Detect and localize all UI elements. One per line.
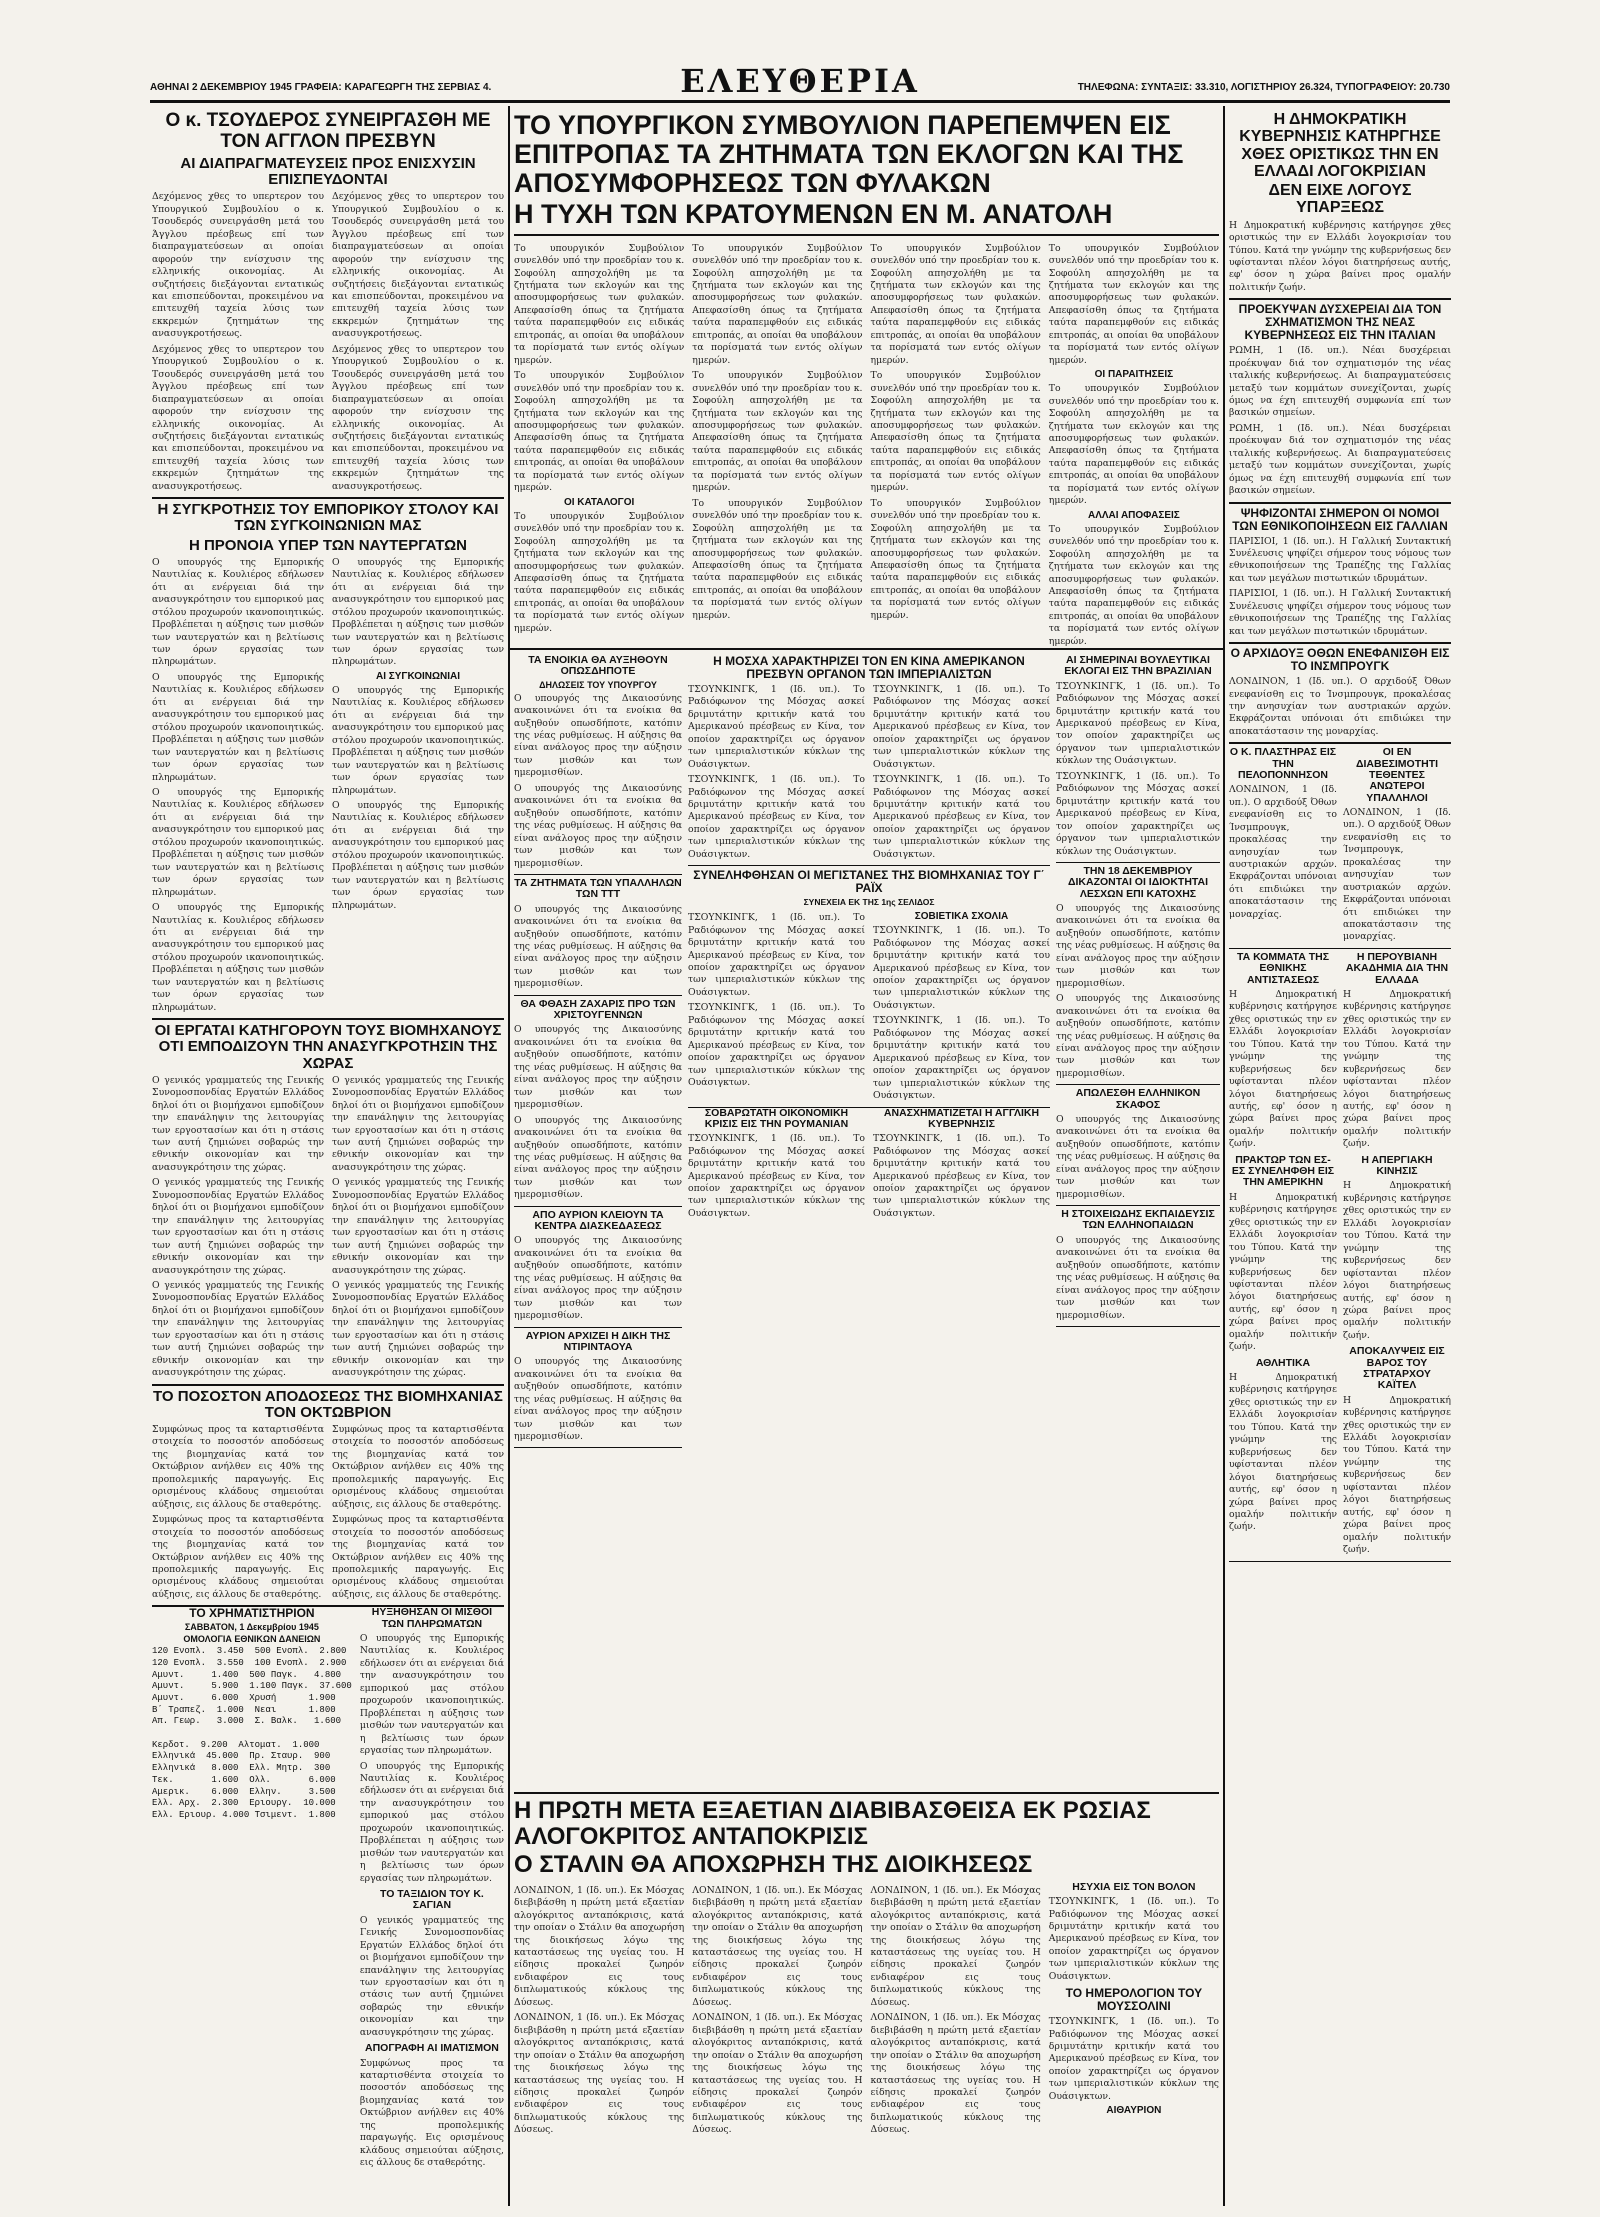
top-middle-section (514, 108, 1219, 648)
article-education (1056, 1206, 1220, 1327)
article-text: Ο υπουργός της Δικαιοσύνης ανακοινώνει ότι τα ενοίκια θα αυξηθούν οπωσδήποτε, κατόπιν της νέας ρυθμίσεως. Η αύξησις θα είναι ανάλογος προς την αύξησιν των μισθών και των ημερομισθίων. (514, 1024, 682, 1111)
headline-censorship: Η ΔΗΜΟΚΡΑΤΙΚΗ ΚΥΒΕΡΝΗΣΙΣ ΚΑΤΗΡΓΗΣΕ ΧΘΕΣ ΟΡΙΣΤΙΚΩΣ ΤΗΝ ΕΝ ΕΛΛΑΔΙ ΛΟΓΟΚΡΙΣΙΑΝ (1239, 111, 1441, 180)
article-text: Η Δημοκρατική κυβέρνησις κατήργησε χθες οριστικώς την εν Ελλάδι λογοκρισίαν του Τύπου. Κατά την γνώμην της κυβερνήσεως δεν υφίστανται πλέον λόγοι διατηρήσεως αυτής, εφ' όσον η χώρα βαίνει προς ομαλήν πολιτικήν ζωήν. (1229, 219, 1451, 293)
article-text: ΤΣΟΥΝΚΙΝΓΚ, 1 (Ιδ. υπ.). Το Ραδιόφωνον της Μόσχας ασκεί δριμυτάτην κριτικήν κατά του Αμερικανού πρέσβεως εν Κίνα, τον οποίον χαρακτηρίζει ως όργανον των ιμπεριαλιστικών κύκλων της Ουάσιγκτων. (873, 683, 1050, 770)
article-censorship (1229, 108, 1451, 300)
middle-right-column (1056, 652, 1220, 1792)
article-text: ΛΟΝΔΙΝΟΝ, 1 (Ιδ. υπ.). Ο αρχιδούξ Όθων ενεφανίσθη εις το Ίνσμπρουγκ, προκαλέσας την ανησυχίαν των αυστριακών αρχών. Εκφράζονται υπόνοιαι ότι επιδιώκει την αποκατάστασιν της μοναρχίας. (1229, 784, 1337, 920)
article-text: Ο υπουργός της Εμπορικής Ναυτιλίας κ. Κουλιέρος εδήλωσεν ότι αι ενέργειαι διά την ανασυγκρότησιν του εμπορικού μας στόλου προχωρούν ικανοποιητικώς. Προβλέπεται η αύξησις των μισθών των ναυτεργατών και η βελτίωσις των όρων εργασίας των πληρωμάτων. (332, 800, 504, 911)
article-text: Δεχόμενος χθες το υπερτερον του Υπουργικού Συμβουλίου ο κ. Τσουδερός συνειργάσθη μετά του Άγγλου πρέσβεως επί των διαπραγματεύσεων αι οποίαι αφορούν την ενίσχυσιν της ελληνικής οικονομίας. Αι συζητήσεις διεξάγονται εντατικώς και επισπεύδονται, προκειμένου να επιτευχθή ταχεία λύσις των εκκρεμών ζητημάτων της ανασυγκροτήσεως. (332, 191, 504, 340)
subheading-soviet-comments: ΣΟΒΙΕΤΙΚΑ ΣΧΟΛΙΑ (914, 911, 1009, 923)
bottom-left-section (152, 1607, 504, 2169)
article-text: ΡΩΜΗ, 1 (Ιδ. υπ.). Νέαι δυσχέρειαι προέκυψαν διά τον σχηματισμόν της νέας ιταλικής κυβερνήσεως. Αι διαπραγματεύσεις μεταξύ των κομμάτων συνεχίζονται, χωρίς όμως να έχη επιτευχθή συμφωνία επί των βασικών σημείων. (1229, 345, 1451, 419)
article-text: Ο υπουργός της Δικαιοσύνης ανακοινώνει ότι τα ενοίκια θα αυξηθούν οπωσδήποτε, κατόπιν της νέας ρυθμίσεως. Η αύξησις θα είναι ανάλογος προς την αύξησιν των μισθών και των ημερομισθίων. (1056, 993, 1220, 1079)
article-text: ΤΣΟΥΝΚΙΝΓΚ, 1 (Ιδ. υπ.). Το Ραδιόφωνον της Μόσχας ασκεί δριμυτάτην κριτικήν κατά του Αμερικανού πρέσβεως εν Κίνα, τον οποίον χαρακτηρίζει ως όργανον των ιμπεριαλιστικών κύκλων της Ουάσιγκτων. (688, 774, 865, 860)
article-text: Ο υπουργός της Εμπορικής Ναυτιλίας κ. Κουλιέρος εδήλωσεν ότι αι ενέργειαι διά την ανασυγκρότησιν του εμπορικού μας στόλου προχωρούν ικανοποιητικώς. Προβλέπεται η αύξησις των μισθών των ναυτεργατών και η βελτίωσις των όρων εργασίας των πληρωμάτων. (152, 787, 324, 898)
headline-clothing: ΑΠΟΓΡΑΦΗ ΑΙ ΙΜΑΤΙΣΜΟΝ (365, 2042, 499, 2055)
stalin-section (514, 1792, 1219, 2202)
article-text: ΤΣΟΥΝΚΙΝΓΚ, 1 (Ιδ. υπ.). Το Ραδιόφωνον της Μόσχας ασκεί δριμυτάτην κριτικήν κατά του Αμερικανού πρέσβεως εν Κίνα, τον οποίον χαρακτηρίζει ως όργανον των ιμπεριαλιστικών κύκλων της Ουάσιγκτων. (688, 1002, 865, 1089)
article-text: Ο υπουργός της Δικαιοσύνης ανακοινώνει ότι τα ενοίκια θα αυξηθούν οπωσδήποτε, κατόπιν της νέας ρυθμίσεως. Η αύξησις θα είναι ανάλογος προς την αύξησιν των μισθών και των ημερομισθίων. (514, 1114, 682, 1201)
article-text: Ο γενικός γραμματεύς της Γενικής Συνομοσπονδίας Εργατών Ελλάδος δηλοί ότι οι βιομήχανοι εμποδίζουν την επανάληψιν της λειτουργίας των εργοστασίων και ότι η στάσις των αυτή ζημιώνει σοβαρώς την εθνικήν οικονομίαν και την ανασυγκρότησιν της χώρας. (332, 1074, 504, 1173)
article-text: Το υπουργικόν Συμβούλιον συνελθόν υπό την προεδρίαν του κ. Σοφούλη απησχολήθη με τα ζητήματα των εκλογών και της αποσυμφορήσεως των φυλακών. Απεφασίσθη όπως τα ζητήματα ταύτα παραπεμφθούν εις ειδικάς επιτροπάς, αι οποίαι θα υποβάλουν τα πορίσματά των εντός ολίγων ημερών. (692, 370, 863, 494)
headline-plastiras: Ο Κ. ΠΛΑΣΤΗΡΑΣ ΕΙΣ ΤΗΝ ΠΕΛΟΠΟΝΝΗΣΟΝ (1229, 746, 1337, 781)
main-headline: ΤΟ ΥΠΟΥΡΓΙΚΟΝ ΣΥΜΒΟΥΛΙΟΝ ΠΑΡΕΠΕΜΨΕΝ ΕΙΣ ΕΠΙΤΡΟΠΑΣ ΤΑ ΖΗΤΗΜΑΤΑ ΤΩΝ ΕΚΛΟΓΩΝ ΚΑΙ ΤΗΣ ΑΠΟΣΥΜΦΟΡΗΣΕΩΣ ΤΩΝ ΦΥΛΑΚΩΝ (514, 110, 1184, 199)
article-text: ΠΑΡΙΣΙΟΙ, 1 (Ιδ. υπ.). Η Γαλλική Συντακτική Συνέλευσις ψηφίζει σήμερον τους νόμους των εθνικοποιήσεων της Τραπέζης της Γαλλίας και των μεγάλων πιστωτικών ιδρυμάτων. (1229, 535, 1451, 584)
headline-sugar: ΘΑ ΦΘΑΣΗ ΖΑΧΑΡΙΣ ΠΡΟ ΤΩΝ ΧΡΙΣΤΟΥΓΕΝΝΩΝ (520, 997, 676, 1022)
headline-france: ΨΗΦΙΖΟΝΤΑΙ ΣΗΜΕΡΟΝ ΟΙ ΝΟΜΟΙ ΤΩΝ ΕΘΝΙΚΟΠΟΙΗΣΕΩΝ ΕΙΣ ΓΑΛΛΙΑΝ (1232, 505, 1448, 533)
article-text: Ο γενικός γραμματεύς της Γενικής Συνομοσπονδίας Εργατών Ελλάδος δηλοί ότι οι βιομήχανοι εμποδίζουν την επανάληψιν της λειτουργίας των εργοστασίων και ότι η στάσις των αυτή ζημιώνει σοβαρώς την εθνικήν οικονομίαν και την ανασυγκρότησιν της χώρας. (332, 1177, 504, 1276)
headline-wages: ΗΥΞΗΘΗΣΑΝ ΟΙ ΜΙΣΘΟΙ ΤΩΝ ΠΛΗΡΩΜΑΤΩΝ (371, 1606, 493, 1630)
headline-strike: Η ΑΠΕΡΓΙΑΚΗ ΚΙΝΗΣΙΣ (1361, 1153, 1433, 1178)
section-rule (510, 648, 1223, 650)
article-text: Ο υπουργός της Εμπορικής Ναυτιλίας κ. Κουλιέρος εδήλωσεν ότι αι ενέργειαι διά την ανασυγκρότησιν του εμπορικού μας στόλου προχωρούν ικανοποιητικώς. Προβλέπεται η αύξησις των μισθών των ναυτεργατών και η βελτίωσις των όρων εργασίας των πληρωμάτων. (359, 1632, 504, 1757)
headline-stock-exchange: ΤΟ ΧΡΗΜΑΤΙΣΤΗΡΙΟΝ (189, 1606, 315, 1621)
article-text: Το υπουργικόν Συμβούλιον συνελθόν υπό την προεδρίαν του κ. Σοφούλη απησχολήθη με τα ζητήματα των εκλογών και της αποσυμφορήσεως των φυλακών. Απεφασίσθη όπως τα ζητήματα ταύτα παραπεμφθούν εις ειδικάς επιτροπάς, αι οποίαι θα υποβάλουν τα πορίσματά των εντός ολίγων ημερών. (1048, 383, 1219, 507)
headline-rents: ΤΑ ΕΝΟΙΚΙΑ ΘΑ ΑΥΞΗΘΟΥΝ ΟΠΩΣΔΗΠΟΤΕ (528, 654, 668, 678)
article-text: ΤΣΟΥΝΚΙΝΓΚ, 1 (Ιδ. υπ.). Το Ραδιόφωνον της Μόσχας ασκεί δριμυτάτην κριτικήν κατά του Αμερικανού πρέσβεως εν Κίνα, τον οποίον χαρακτηρίζει ως όργανον των ιμπεριαλιστικών κύκλων της Ουάσιγκτων. (873, 774, 1050, 860)
headline-tsouderos: Ο κ. ΤΣΟΥΔΕΡΟΣ ΣΥΝΕΙΡΓΑΣΘΗ ΜΕ ΤΟΝ ΑΓΓΛΟΝ ΠΡΕΣΒΥΝ (165, 110, 491, 152)
stock-exchange-date: ΣΑΒΒΑΤΟΝ, 1 Δεκεμβρίου 1945 (184, 1622, 319, 1633)
parties-peru-section (1229, 949, 1451, 1562)
article-text: Ο γενικός γραμματεύς της Γενικής Συνομοσπονδίας Εργατών Ελλάδος δηλοί ότι οι βιομήχανοι εμποδίζουν την επανάληψιν της λειτουργίας των εργοστασίων και ότι η στάσις των αυτή ζημιώνει σοβαρώς την εθνικήν οικονομίαν και την ανασυγκρότησιν της χώρας. (152, 1074, 324, 1173)
stock-exchange (152, 1607, 352, 2169)
article-text: Ο υπουργός της Δικαιοσύνης ανακοινώνει ότι τα ενοίκια θα αυξηθούν οπωσδήποτε, κατόπιν της νέας ρυθμίσεως. Η αύξησις θα είναι ανάλογος προς την αύξησιν των μισθών και των ημερομισθίων. (514, 782, 682, 869)
article-text: Ο υπουργός της Δικαιοσύνης ανακοινώνει ότι τα ενοίκια θα αυξηθούν οπωσδήποτε, κατόπιν της νέας ρυθμίσεως. Η αύξησις θα είναι ανάλογος προς την αύξησιν των μισθών και των ημερομισθίων. (514, 1356, 682, 1443)
headline-resistance-parties: ΤΑ ΚΟΜΜΑΤΑ ΤΗΣ ΕΘΝΙΚΗΣ ΑΝΤΙΣΤΑΣΕΩΣ (1236, 950, 1330, 986)
article-text: Ο γενικός γραμματεύς της Γενικής Συνομοσπονδίας Εργατών Ελλάδος δηλοί ότι οι βιομήχανοι εμποδίζουν την επανάληψιν της λειτουργίας των εργοστασίων και ότι η στάσις των αυτή ζημιώνει σοβαρώς την εθνικήν οικονομίαν και την ανασυγκρότησιν της χώρας. (152, 1279, 324, 1379)
article-text: ΤΣΟΥΝΚΙΝΓΚ, 1 (Ιδ. υπ.). Το Ραδιόφωνον της Μόσχας ασκεί δριμυτάτην κριτικήν κατά του Αμερικανού πρέσβεως εν Κίνα, τον οποίον χαρακτηρίζει ως όργανον των ιμπεριαλιστικών κύκλων της Ουάσιγκτων. (873, 1133, 1050, 1219)
article-text: ΠΑΡΙΣΙΟΙ, 1 (Ιδ. υπ.). Η Γαλλική Συντακτική Συνέλευσις ψηφίζει σήμερον τους νόμους των εθνικοποιήσεων της Τραπέζης της Γαλλίας και των μεγάλων πιστωτικών ιδρυμάτων. (1229, 588, 1451, 637)
headline-merchant-fleet: Η ΣΥΓΚΡΟΤΗΣΙΣ ΤΟΥ ΕΜΠΟΡΙΚΟΥ ΣΤΟΛΟΥ ΚΑΙ ΤΩΝ ΣΥΓΚΟΙΝΩΝΙΩΝ ΜΑΣ (157, 501, 499, 535)
article-text: Το υπουργικόν Συμβούλιον συνελθόν υπό την προεδρίαν του κ. Σοφούλη απησχολήθη με τα ζητήματα των εκλογών και της αποσυμφορήσεως των φυλακών. Απεφασίσθη όπως τα ζητήματα ταύτα παραπεμφθούν εις ειδικάς επιτροπάς, αι οποίαι θα υποβάλουν τα πορίσματά των εντός ολίγων ημερών. (514, 242, 685, 366)
headline-sports: ΑΘΛΗΤΙΚΑ (1255, 1356, 1311, 1369)
article-text: Ο υπουργός της Εμπορικής Ναυτιλίας κ. Κουλιέρος εδήλωσεν ότι αι ενέργειαι διά την ανασυγκρότησιν του εμπορικού μας στόλου προχωρούν ικανοποιητικώς. Προβλέπεται η αύξησις των μισθών των ναυτεργατών και η βελτίωσις των όρων εργασίας των πληρωμάτων. (332, 556, 504, 668)
article-otto (1229, 644, 1451, 744)
article-text: Ο υπουργός της Δικαιοσύνης ανακοινώνει ότι τα ενοίκια θα αυξηθούν οπωσδήποτε, κατόπιν της νέας ρυθμίσεως. Η αύξησις θα είναι ανάλογος προς την αύξησιν των μισθών και των ημερομισθίων. (514, 692, 682, 779)
stalin-headline: Η ΠΡΩΤΗ ΜΕΤΑ ΕΞΑΕΤΙΑΝ ΔΙΑΒΙΒΑΣΘΕΙΣΑ ΕΚ ΡΩΣΙΑΣ ΑΛΟΓΟΚΡΙΤΟΣ ΑΝΤΑΠΟΚΡΙΣΙΣ (514, 1797, 1151, 1850)
article-text: ΛΟΝΔΙΝΟΝ, 1 (Ιδ. υπ.). Εκ Μόσχας διεβιβάσθη η πρώτη μετά εξαετίαν αλογόκριτος ανταπόκρισις, κατά την οποίαν ο Στάλιν θα αποχωρήση της διοικήσεως λόγω της καταστάσεως της υγείας του. Η είδησις προκαλεί ζωηρόν ενδιαφέρον εις τους διπλωματικούς κύκλους της Δύσεως. (870, 1884, 1041, 2008)
article-rents (514, 652, 682, 875)
article-text: Το υπουργικόν Συμβούλιον συνελθόν υπό την προεδρίαν του κ. Σοφούλη απησχολήθη με τα ζητήματα των εκλογών και της αποσυμφορήσεως των φυλακών. Απεφασίσθη όπως τα ζητήματα ταύτα παραπεμφθούν εις ειδικάς επιτροπάς, αι οποίαι θα υποβάλουν τα πορίσματά των εντός ολίγων ημερών. (1048, 523, 1219, 647)
headline-otto: Ο ΑΡΧΙΔΟΥΞ ΟΘΩΝ ΕΝΕΦΑΝΙΣΘΗ ΕΙΣ ΤΟ ΙΝΣΜΠΡΟΥΓΚ (1230, 646, 1450, 674)
article-text: Συμφώνως προς τα καταρτισθέντα στοιχεία το ποσοστόν αποδόσεως της βιομηχανίας κατά τον Οκτώβριον ανήλθεν εις 40% της προπολεμικής παραγωγής. Εις ορισμένους κλάδους σημειούται αύξησις, εις άλλους δε σταθερότης. (359, 2057, 504, 2169)
stalin-headline-2: Ο ΣΤΑΛΙΝ ΘΑ ΑΠΟΧΩΡΗΣΗ ΤΗΣ ΔΙΟΙΚΗΣΕΩΣ (514, 1850, 1033, 1878)
column-rule-1 (508, 106, 510, 2206)
article-text: Η Δημοκρατική κυβέρνησις κατήργησε χθες οριστικώς την εν Ελλάδι λογοκρισίαν του Τύπου. Κατά την γνώμην της κυβερνήσεως δεν υφίστανται πλέον λόγοι διατηρήσεως αυτής, εφ' όσον η χώρα βαίνει προς ομαλήν πολιτικήν ζωήν. (1229, 1191, 1337, 1353)
article-text: Ο υπουργός της Δικαιοσύνης ανακοινώνει ότι τα ενοίκια θα αυξηθούν οπωσδήποτε, κατόπιν της νέας ρυθμίσεως. Η αύξησις θα είναι ανάλογος προς την αύξησιν των μισθών και των ημερομισθίων. (514, 1235, 682, 1322)
headline-nightclubs: ΑΠΟ ΑΥΡΙΟΝ ΚΛΕΙΟΥΝ ΤΑ ΚΕΝΤΡΑ ΔΙΑΣΚΕΔΑΣΕΩΣ (532, 1208, 664, 1233)
middle-narrow-column (514, 652, 682, 1902)
headline-peru-academy: Η ΠΕΡΟΥΒΙΑΝΗ ΑΚΑΔΗΜΙΑ ΔΙΑ ΤΗΝ ΕΛΛΑΔΑ (1345, 950, 1449, 986)
article-text: Το υπουργικόν Συμβούλιον συνελθόν υπό την προεδρίαν του κ. Σοφούλη απησχολήθη με τα ζητήματα των εκλογών και της αποσυμφορήσεως των φυλακών. Απεφασίσθη όπως τα ζητήματα ταύτα παραπεμφθούν εις ειδικάς επιτροπάς, αι οποίαι θα υποβάλουν τα πορίσματά των εντός ολίγων ημερών. (514, 370, 685, 494)
article-text: Το υπουργικόν Συμβούλιον συνελθόν υπό την προεδρίαν του κ. Σοφούλη απησχολήθη με τα ζητήματα των εκλογών και της αποσυμφορήσεως των φυλακών. Απεφασίσθη όπως τα ζητήματα ταύτα παραπεμφθούν εις ειδικάς επιτροπάς, αι οποίαι θα υποβάλουν τα πορίσματά των εντός ολίγων ημερών. (870, 497, 1041, 621)
continuation-note: ΣΥΝΕΧΕΙΑ ΕΚ ΤΗΣ 1ης ΣΕΛΙΔΟΣ (803, 897, 935, 908)
stalin-article-body (514, 1882, 1219, 2137)
article-text: Η Δημοκρατική κυβέρνησις κατήργησε χθες οριστικώς την εν Ελλάδι λογοκρισίαν του Τύπου. Κατά την γνώμην της κυβερνήσεως δεν υφίστανται πλέον λόγοι διατηρήσεως αυτής, εφ' όσον η χώρα βαίνει προς ομαλήν πολιτικήν ζωήν. (1229, 1372, 1337, 1533)
article-text: ΤΣΟΥΝΚΙΝΓΚ, 1 (Ιδ. υπ.). Το Ραδιόφωνον της Μόσχας ασκεί δριμυτάτην κριτικήν κατά του Αμερικανού πρέσβεως εν Κίνα, τον οποίον χαρακτηρίζει ως όργανον των ιμπεριαλιστικών κύκλων της Ουάσιγκτων. (1048, 2016, 1219, 2102)
article-text: Ο υπουργός της Εμπορικής Ναυτιλίας κ. Κουλιέρος εδήλωσεν ότι αι ενέργειαι διά την ανασυγκρότησιν του εμπορικού μας στόλου προχωρούν ικανοποιητικώς. Προβλέπεται η αύξησις των μισθών των ναυτεργατών και η βελτίωσις των όρων εργασίας των πληρωμάτων. (152, 902, 324, 1013)
subheading-communications: ΑΙ ΣΥΓΚΟΙΝΩΝΙΑΙ (375, 670, 461, 682)
masthead-rule (150, 100, 1450, 103)
article-text: ΛΟΝΔΙΝΟΝ, 1 (Ιδ. υπ.). Εκ Μόσχας διεβιβάσθη η πρώτη μετά εξαετίαν αλογόκριτος ανταπόκρισις, κατά την οποίαν ο Στάλιν θα αποχωρήση της διοικήσεως λόγω της καταστάσεως της υγείας του. Η είδησις προκαλεί ζωηρόν ενδιαφέρον εις τους διπλωματικούς κύκλους της Δύσεως. (692, 2012, 863, 2136)
article-text: Ο υπουργός της Εμπορικής Ναυτιλίας κ. Κουλιέρος εδήλωσεν ότι αι ενέργειαι διά την ανασυγκρότησιν του εμπορικού μας στόλου προχωρούν ικανοποιητικώς. Προβλέπεται η αύξησις των μισθών των ναυτεργατών και η βελτίωσις των όρων εργασίας των πληρωμάτων. (152, 671, 324, 783)
article-text: Ο γενικός γραμματεύς της Γενικής Συνομοσπονδίας Εργατών Ελλάδος δηλοί ότι οι βιομήχανοι εμποδίζουν την επανάληψιν της λειτουργίας των εργοστασίων και ότι η στάσις των αυτή ζημιώνει σοβαρώς την εθνικήν οικονομίαν και την ανασυγκρότησιν της χώρας. (359, 1914, 504, 2038)
middle-center-column (688, 652, 1050, 1637)
headline-reich-industrialists: ΣΥΝΕΛΗΦΘΗΣΑΝ ΟΙ ΜΕΓΙΣΤΑΝΕΣ ΤΗΣ ΒΙΟΜΗΧΑΝΙΑΣ ΤΟΥ Γ΄ ΡΑΪΧ (693, 868, 1045, 896)
article-club-owners (1056, 863, 1220, 1085)
masthead-right-info: ΤΗΛΕΦΩΝΑ: ΣΥΝΤΑΞΙΣ: 33.310, ΛΟΓΙΣΤΗΡΙΟΥ 26.324, ΤΥΠΟΓΡΑΦΕΙΟΥ: 20.730 (1077, 82, 1450, 93)
cabinet-article-body (514, 240, 1219, 648)
article-text: ΤΣΟΥΝΚΙΝΓΚ, 1 (Ιδ. υπ.). Το Ραδιόφωνον της Μόσχας ασκεί δριμυτάτην κριτικήν κατά του Αμερικανού πρέσβεως εν Κίνα, τον οποίον χαρακτηρίζει ως όργανον των ιμπεριαλιστικών κύκλων της Ουάσιγκτων. (688, 912, 865, 998)
article-text: Η Δημοκρατική κυβέρνησις κατήργησε χθες οριστικώς την εν Ελλάδι λογοκρισίαν του Τύπου. Κατά την γνώμην της κυβερνήσεως δεν υφίστανται πλέον λόγοι διατηρήσεως αυτής, εφ' όσον η χώρα βαίνει προς ομαλήν πολιτικήν ζωήν. (1343, 1180, 1451, 1341)
headline-ss-agent: ΠΡΑΚΤΩΡ ΤΩΝ ΕΣ-ΕΣ ΣΥΝΕΛΗΦΘΗ ΕΙΣ ΤΗΝ ΑΜΕΡΙΚΗΝ (1231, 1153, 1335, 1189)
headline-brazil: ΑΙ ΣΗΜΕΡΙΝΑΙ ΒΟΥΛΕΥΤΙΚΑΙ ΕΚΛΟΓΑΙ ΕΙΣ ΤΗΝ ΒΡΑΖΙΛΙΑΝ (1064, 654, 1212, 678)
article-merchant-fleet (152, 499, 504, 1020)
right-column (1229, 108, 1451, 2203)
headline-education: Η ΣΤΟΙΧΕΙΩΔΗΣ ΕΚΠΑΙΔΕΥΣΙΣ ΤΩΝ ΕΛΛΗΝΟΠΑΙΔΩΝ (1061, 1208, 1215, 1232)
article-france (1229, 504, 1451, 645)
article-sugar (514, 996, 682, 1207)
headline-mussolini-diary: ΤΟ ΗΜΕΡΟΛΟΓΙΟΝ ΤΟΥ ΜΟΥΣΣΟΛΙΝΙ (1065, 1986, 1203, 2014)
article-text: Ο υπουργός της Δικαιοσύνης ανακοινώνει ότι τα ενοίκια θα αυξηθούν οπωσδήποτε, κατόπιν της νέας ρυθμίσεως. Η αύξησις θα είναι ανάλογος προς την αύξησιν των μισθών και των ημερομισθίων. (1056, 1234, 1220, 1321)
article-text: Η Δημοκρατική κυβέρνησις κατήργησε χθες οριστικώς την εν Ελλάδι λογοκρισίαν του Τύπου. Κατά την γνώμην της κυβερνήσεως δεν υφίστανται πλέον λόγοι διατηρήσεως αυτής, εφ' όσον η χώρα βαίνει προς ομαλήν πολιτικήν ζωήν. (1343, 1394, 1451, 1556)
article-tsouderos (152, 108, 504, 499)
stock-table: 120 Ενοπλ. 3.450 500 Ενοπλ. 2.800 120 Ενοπλ. 3.550 100 Ενοπλ. 2.900 Αμυντ. 1.400 500 Παγκ. 4.800 Αμυντ. 5.900 1.100 Παγκ. 37.600 Αμυντ. 6.000 Χρυσή 1.900 Β΄ Τραπεζ. 1.000 Νεαι 1.800 Απ. Γεωρ. 3.000 Σ. Βαλκ. 1.600 Κερδοτ. 9.200 Αλτοματ. 1.000 Ελληνικά 45.000 Πρ. Σταυρ. 900 Ελληνικά 8.000 Ελλ. Μητρ. 300 Τεκ. 1.600 Ολλ. 6.000 Αμερικ. 6.000 Ελλην. 3.500 Ελλ. Αρχ. 2.300 Εριουργ. 10.000 Ελλ. Εριουρ. 4.000 Τσιμεντ. 1.800 (152, 1646, 352, 1820)
headline-italy: ΠΡΟΕΚΥΨΑΝ ΔΥΣΧΕΡΕΙΑΙ ΔΙΑ ΤΟΝ ΣΧΗΜΑΤΙΣΜΟΝ ΤΗΣ ΝΕΑΣ ΚΥΒΕΡΝΗΣΕΩΣ ΕΙΣ ΤΗΝ ΙΤΑΛΙΑΝ (1238, 302, 1442, 343)
article-text: ΤΣΟΥΝΚΙΝΓΚ, 1 (Ιδ. υπ.). Το Ραδιόφωνον της Μόσχας ασκεί δριμυτάτην κριτικήν κατά του Αμερικανού πρέσβεως εν Κίνα, τον οποίον χαρακτηρίζει ως όργανον των ιμπεριαλιστικών κύκλων της Ουάσιγκτων. (688, 683, 865, 770)
article-text: ΤΣΟΥΝΚΙΝΓΚ, 1 (Ιδ. υπ.). Το Ραδιόφωνον της Μόσχας ασκεί δριμυτάτην κριτικήν κατά του Αμερικανού πρέσβεως εν Κίνα, τον οποίον χαρακτηρίζει ως όργανον των ιμπεριαλιστικών κύκλων της Ουάσιγκτων. (873, 925, 1050, 1011)
headline-moscow: Η ΜΟΣΧΑ ΧΑΡΑΚΤΗΡΙΖΕΙ ΤΟΝ ΕΝ ΚΙΝΑ ΑΜΕΡΙΚΑΝΟΝ ΠΡΕΣΒΥΝ ΟΡΓΑΝΟΝ ΤΩΝ ΙΜΠΕΡΙΑΛΙΣΤΩΝ (713, 654, 1025, 681)
article-text: Ο υπουργός της Δικαιοσύνης ανακοινώνει ότι τα ενοίκια θα αυξηθούν οπωσδήποτε, κατόπιν της νέας ρυθμίσεως. Η αύξησις θα είναι ανάλογος προς την αύξησιν των μισθών και των ημερομισθίων. (514, 903, 682, 990)
article-text: Ο υπουργός της Δικαιοσύνης ανακοινώνει ότι τα ενοίκια θα αυξηθούν οπωσδήποτε, κατόπιν της νέας ρυθμίσεως. Η αύξησις θα είναι ανάλογος προς την αύξησιν των μισθών και των ημερομισθίων. (1056, 902, 1220, 989)
article-reich-industrialists (688, 866, 1050, 1107)
continued-tomorrow: ΑΙΘΑΥΡΙΟΝ (1106, 2105, 1162, 2117)
article-text: Συμφώνως προς τα καταρτισθέντα στοιχεία το ποσοστόν αποδόσεως της βιομηχανίας κατά τον Οκτώβριον ανήλθεν εις 40% της προπολεμικής παραγωγής. Εις ορισμένους κλάδους σημειούται αύξησις, εις άλλους δε σταθερότης. (332, 1423, 504, 1510)
article-text: Συμφώνως προς τα καταρτισθέντα στοιχεία το ποσοστόν αποδόσεως της βιομηχανίας κατά τον Οκτώβριον ανήλθεν εις 40% της προπολεμικής παραγωγής. Εις ορισμένους κλάδους σημειούται αύξησις, εις άλλους δε σταθερότης. (152, 1423, 324, 1510)
headline-british-cabinet: ΑΝΑΣΧΗΜΑΤΙΖΕΤΑΙ Η ΑΓΓΛΙΚΗ ΚΥΒΕΡΝΗΣΙΣ (883, 1106, 1040, 1130)
article-text: ΤΣΟΥΝΚΙΝΓΚ, 1 (Ιδ. υπ.). Το Ραδιόφωνον της Μόσχας ασκεί δριμυτάτην κριτικήν κατά του Αμερικανού πρέσβεως εν Κίνα, τον οποίον χαρακτηρίζει ως όργανον των ιμπεριαλιστικών κύκλων της Ουάσιγκτων. (873, 1015, 1050, 1102)
article-text: ΛΟΝΔΙΝΟΝ, 1 (Ιδ. υπ.). Εκ Μόσχας διεβιβάσθη η πρώτη μετά εξαετίαν αλογόκριτος ανταπόκρισις, κατά την οποίαν ο Στάλιν θα αποχωρήση της διοικήσεως λόγω της καταστάσεως της υγείας του. Η είδησις προκαλεί ζωηρόν ενδιαφέρον εις τους διπλωματικούς κύκλους της Δύσεως. (692, 1884, 863, 2008)
article-text: Ο υπουργός της Δικαιοσύνης ανακοινώνει ότι τα ενοίκια θα αυξηθούν οπωσδήποτε, κατόπιν της νέας ρυθμίσεως. Η αύξησις θα είναι ανάλογος προς την αύξησιν των μισθών και των ημερομισθίων. (1056, 1113, 1220, 1200)
article-text: Δεχόμενος χθες το υπερτερον του Υπουργικού Συμβουλίου ο κ. Τσουδερός συνειργάσθη μετά του Άγγλου πρέσβεως επί των διαπραγματεύσεων αι οποίαι αφορούν την ενίσχυσιν της ελληνικής οικονομίας. Αι συζητήσεις διεξάγονται εντατικώς και επισπεύδονται, προκειμένου να επιτευχθή ταχεία λύσις των εκκρεμών ζητημάτων της ανασυγκροτήσεως. (152, 343, 324, 492)
headline-club-owners: ΤΗΝ 18 ΔΕΚΕΜΒΡΙΟΥ ΔΙΚΑΖΟΝΤΑΙ ΟΙ ΙΔΙΟΚΤΗΤΑΙ ΛΕΣΧΩΝ ΕΠΙ ΚΑΤΟΧΗΣ (1067, 865, 1209, 900)
article-text: ΛΟΝΔΙΝΟΝ, 1 (Ιδ. υπ.). Εκ Μόσχας διεβιβάσθη η πρώτη μετά εξαετίαν αλογόκριτος ανταπόκρισις, κατά την οποίαν ο Στάλιν θα αποχωρήση της διοικήσεως λόγω της καταστάσεως της υγείας του. Η είδησις προκαλεί ζωηρόν ενδιαφέρον εις τους διπλωματικούς κύκλους της Δύσεως. (870, 2012, 1041, 2136)
article-ttt (514, 875, 682, 996)
article-romania (688, 1108, 865, 1221)
article-text: Δεχόμενος χθες το υπερτερον του Υπουργικού Συμβουλίου ο κ. Τσουδερός συνειργάσθη μετά του Άγγλου πρέσβεως επί των διαπραγματεύσεων αι οποίαι αφορούν την ενίσχυσιν της ελληνικής οικονομίας. Αι συζητήσεις διεξάγονται εντατικώς και επισπεύδονται, προκειμένου να επιτευχθή ταχεία λύσις των εκκρεμών ζητημάτων της ανασυγκροτήσεως. (332, 343, 504, 492)
article-text: Το υπουργικόν Συμβούλιον συνελθόν υπό την προεδρίαν του κ. Σοφούλη απησχολήθη με τα ζητήματα των εκλογών και της αποσυμφορήσεως των φυλακών. Απεφασίσθη όπως τα ζητήματα ταύτα παραπεμφθούν εις ειδικάς επιτροπάς, αι οποίαι θα υποβάλουν τα πορίσματά των εντός ολίγων ημερών. (514, 510, 685, 634)
article-industry-output (152, 1386, 504, 1608)
article-text: Δεχόμενος χθες το υπερτερον του Υπουργικού Συμβουλίου ο κ. Τσουδερός συνειργάσθη μετά του Άγγλου πρέσβεως επί των διαπραγματεύσεων αι οποίαι αφορούν την ενίσχυσιν της ελληνικής οικονομίας. Αι συζητήσεις διεξάγονται εντατικώς και επισπεύδονται, προκειμένου να επιτευχθή ταχεία λύσις των εκκρεμών ζητημάτων της ανασυγκροτήσεως. (152, 191, 324, 340)
article-british-cabinet (873, 1108, 1050, 1221)
article-text: ΤΣΟΥΝΚΙΝΓΚ, 1 (Ιδ. υπ.). Το Ραδιόφωνον της Μόσχας ασκεί δριμυτάτην κριτικήν κατά του Αμερικανού πρέσβεως εν Κίνα, τον οποίον χαρακτηρίζει ως όργανον των ιμπεριαλιστικών κύκλων της Ουάσιγκτων. (1056, 680, 1220, 767)
column-rule-2 (1223, 106, 1225, 2206)
left-column (152, 108, 504, 2203)
masthead-left-info: ΑΘΗΝΑΙ 2 ΔΕΚΕΜΒΡΙΟΥ 1945 ΓΡΑΦΕΙΑ: ΚΑΡΑΓΕΩΡΓΗ ΤΗΣ ΣΕΡΒΙΑΣ 4. (150, 82, 492, 93)
article-text: ΤΣΟΥΝΚΙΝΓΚ, 1 (Ιδ. υπ.). Το Ραδιόφωνον της Μόσχας ασκεί δριμυτάτην κριτικήν κατά του Αμερικανού πρέσβεως εν Κίνα, τον οποίον χαρακτηρίζει ως όργανον των ιμπεριαλιστικών κύκλων της Ουάσιγκτων. (1048, 1896, 1219, 1982)
article-text: Ο γενικός γραμματεύς της Γενικής Συνομοσπονδίας Εργατών Ελλάδος δηλοί ότι οι βιομήχανοι εμποδίζουν την επανάληψιν της λειτουργίας των εργοστασίων και ότι η στάσις των αυτή ζημιώνει σοβαρώς την εθνικήν οικονομίαν και την ανασυγκρότησιν της χώρας. (332, 1279, 504, 1379)
headline-trial: ΑΥΡΙΟΝ ΑΡΧΙΖΕΙ Η ΔΙΚΗ ΤΗΣ ΝΤΙΡΙΝΤΑΟΥΑ (525, 1329, 671, 1353)
article-text: Το υπουργικόν Συμβούλιον συνελθόν υπό την προεδρίαν του κ. Σοφούλη απησχολήθη με τα ζητήματα των εκλογών και της αποσυμφορήσεως των φυλακών. Απεφασίσθη όπως τα ζητήματα ταύτα παραπεμφθούν εις ειδικάς επιτροπάς, αι οποίαι θα υποβάλουν τα πορίσματά των εντός ολίγων ημερών. (692, 242, 863, 366)
article-text: Το υπουργικόν Συμβούλιον συνελθόν υπό την προεδρίαν του κ. Σοφούλη απησχολήθη με τα ζητήματα των εκλογών και της αποσυμφορήσεως των φυλακών. Απεφασίσθη όπως τα ζητήματα ταύτα παραπεμφθούν εις ειδικάς επιτροπάς, αι οποίαι θα υποβάλουν τα πορίσματά των εντός ολίγων ημερών. (692, 497, 863, 621)
subheadline-rents: ΔΗΛΩΣΕΙΣ ΤΟΥ ΥΠΟΥΡΓΟΥ (539, 679, 657, 690)
article-nightclubs (514, 1207, 682, 1328)
plastiras-officials-section (1229, 744, 1451, 949)
article-brazil (1056, 652, 1220, 863)
article-text: ΡΩΜΗ, 1 (Ιδ. υπ.). Νέαι δυσχέρειαι προέκυψαν διά τον σχηματισμόν της νέας ιταλικής κυβερνήσεως. Αι διαπραγματεύσεις μεταξύ των κομμάτων συνεχίζονται, χωρίς όμως να έχη επιτευχθή συμφωνία επί των βασικών σημείων. (1229, 422, 1451, 497)
subheading-other-decisions: ΑΛΛΑΙ ΑΠΟΦΑΣΕΙΣ (1087, 509, 1180, 521)
article-text: ΛΟΝΔΙΝΟΝ, 1 (Ιδ. υπ.). Εκ Μόσχας διεβιβάσθη η πρώτη μετά εξαετίαν αλογόκριτος ανταπόκρισις, κατά την οποίαν ο Στάλιν θα αποχωρήση της διοικήσεως λόγω της καταστάσεως της υγείας του. Η είδησις προκαλεί ζωηρόν ενδιαφέρον εις τους διπλωματικούς κύκλους της Δύσεως. (514, 2012, 685, 2136)
article-text: ΛΟΝΔΙΝΟΝ, 1 (Ιδ. υπ.). Ο αρχιδούξ Όθων ενεφανίσθη εις το Ίνσμπρουγκ, προκαλέσας την ανησυχίαν των αυστριακών αρχών. Εκφράζονται υπόνοιαι ότι επιδιώκει την αποκατάστασιν της μοναρχίας. (1343, 806, 1451, 943)
article-text: Το υπουργικόν Συμβούλιον συνελθόν υπό την προεδρίαν του κ. Σοφούλη απησχολήθη με τα ζητήματα των εκλογών και της αποσυμφορήσεως των φυλακών. Απεφασίσθη όπως τα ζητήματα ταύτα παραπεμφθούν εις ειδικάς επιτροπάς, αι οποίαι θα υποβάλουν τα πορίσματά των εντός ολίγων ημερών. (870, 242, 1041, 366)
subheadline-tsouderos: ΑΙ ΔΙΑΠΡΑΓΜΑΤΕΥΣΕΙΣ ΠΡΟΣ ΕΝΙΣΧΥΣΙΝ ΕΠΙΣΠΕΥΔΟΝΤΑΙ (180, 155, 476, 189)
headline-lost-vessel: ΑΠΩΛΕΣΘΗ ΕΛΛΗΝΙΚΟΝ ΣΚΑΦΟΣ (1075, 1087, 1201, 1111)
bottom-left-articles (360, 1607, 504, 2169)
article-text: Συμφώνως προς τα καταρτισθέντα στοιχεία το ποσοστόν αποδόσεως της βιομηχανίας κατά τον Οκτώβριον ανήλθεν εις 40% της προπολεμικής παραγωγής. Εις ορισμένους κλάδους σημειούται αύξησις, εις άλλους δε σταθερότης. (332, 1514, 504, 1600)
subheadline-seamen: Η ΠΡΟΝΟΙΑ ΥΠΕΡ ΤΩΝ ΝΑΥΤΕΡΓΑΤΩΝ (188, 536, 468, 554)
article-text: Συμφώνως προς τα καταρτισθέντα στοιχεία το ποσοστόν αποδόσεως της βιομηχανίας κατά τον Οκτώβριον ανήλθεν εις 40% της προπολεμικής παραγωγής. Εις ορισμένους κλάδους σημειούται αύξησις, εις άλλους δε σταθερότης. (152, 1514, 324, 1600)
article-workers (152, 1020, 504, 1385)
headline-officials: ΟΙ ΕΝ ΔΙΑΒΕΣΙΜΟΤΗΤΙ ΤΕΘΕΝΤΕΣ ΑΝΩΤΕΡΟΙ ΥΠΑΛΛΗΛΟΙ (1355, 746, 1439, 804)
headline-volos: ΗΣΥΧΙΑ ΕΙΣ ΤΟΝ ΒΟΛΟΝ (1072, 1880, 1196, 1893)
masthead (150, 62, 1450, 98)
headline-workers: ΟΙ ΕΡΓΑΤΑΙ ΚΑΤΗΓΟΡΟΥΝ ΤΟΥΣ ΒΙΟΜΗΧΑΝΟΥΣ ΟΤΙ ΕΜΠΟΔΙΖΟΥΝ ΤΗΝ ΑΝΑΣΥΓΚΡΟΤΗΣΙΝ ΤΗΣ ΧΩΡΑΣ (154, 1022, 502, 1072)
newspaper-title: ΕΛΕΥΘΕΡΙΑ (680, 62, 920, 100)
article-moscow (688, 652, 1050, 866)
article-text: Η Δημοκρατική κυβέρνησις κατήργησε χθες οριστικώς την εν Ελλάδι λογοκρισίαν του Τύπου. Κατά την γνώμην της κυβερνήσεως δεν υφίστανται πλέον λόγοι διατηρήσεως αυτής, εφ' όσον η χώρα βαίνει προς ομαλήν πολιτικήν ζωήν. (1343, 988, 1451, 1150)
headline-keitel: ΑΠΟΚΑΛΥΨΕΙΣ ΕΙΣ ΒΑΡΟΣ ΤΟΥ ΣΤΡΑΤΑΡΧΟΥ ΚΑΪΤΕΛ (1349, 1345, 1445, 1392)
article-text: Το υπουργικόν Συμβούλιον συνελθόν υπό την προεδρίαν του κ. Σοφούλη απησχολήθη με τα ζητήματα των εκλογών και της αποσυμφορήσεως των φυλακών. Απεφασίσθη όπως τα ζητήματα ταύτα παραπεμφθούν εις ειδικάς επιτροπάς, αι οποίαι θα υποβάλουν τα πορίσματά των εντός ολίγων ημερών. (1048, 242, 1219, 366)
headline-ttt: ΤΑ ΖΗΤΗΜΑΤΑ ΤΩΝ ΥΠΑΛΛΗΛΩΝ ΤΩΝ ΤΤΤ (514, 877, 682, 901)
article-trial (514, 1328, 682, 1449)
article-text: ΤΣΟΥΝΚΙΝΓΚ, 1 (Ιδ. υπ.). Το Ραδιόφωνον της Μόσχας ασκεί δριμυτάτην κριτικήν κατά του Αμερικανού πρέσβεως εν Κίνα, τον οποίον χαρακτηρίζει ως όργανον των ιμπεριαλιστικών κύκλων της Ουάσιγκτων. (688, 1133, 865, 1219)
subheading-resignations: ΟΙ ΠΑΡΑΙΤΗΣΕΙΣ (1094, 369, 1174, 381)
article-text: Ο γενικός γραμματεύς της Γενικής Συνομοσπονδίας Εργατών Ελλάδος δηλοί ότι οι βιομήχανοι εμποδίζουν την επανάληψιν της λειτουργίας των εργοστασίων και ότι η στάσις των αυτή ζημιώνει σοβαρώς την εθνικήν οικονομίαν και την ανασυγκρότησιν της χώρας. (152, 1177, 324, 1276)
article-text: Το υπουργικόν Συμβούλιον συνελθόν υπό την προεδρίαν του κ. Σοφούλη απησχολήθη με τα ζητήματα των εκλογών και της αποσυμφορήσεως των φυλακών. Απεφασίσθη όπως τα ζητήματα ταύτα παραπεμφθούν εις ειδικάς επιτροπάς, αι οποίαι θα υποβάλουν τα πορίσματά των εντός ολίγων ημερών. (870, 370, 1041, 494)
article-text: Η Δημοκρατική κυβέρνησις κατήργησε χθες οριστικώς την εν Ελλάδι λογοκρισίαν του Τύπου. Κατά την γνώμην της κυβερνήσεως δεν υφίστανται πλέον λόγοι διατηρήσεως αυτής, εφ' όσον η χώρα βαίνει προς ομαλήν πολιτικήν ζωήν. (1229, 988, 1337, 1150)
article-text: ΤΣΟΥΝΚΙΝΓΚ, 1 (Ιδ. υπ.). Το Ραδιόφωνον της Μόσχας ασκεί δριμυτάτην κριτικήν κατά του Αμερικανού πρέσβεως εν Κίνα, τον οποίον χαρακτηρίζει ως όργανον των ιμπεριαλιστικών κύκλων της Ουάσιγκτων. (1056, 770, 1220, 857)
article-lost-vessel (1056, 1085, 1220, 1206)
headline-romania: ΣΟΒΑΡΩΤΑΤΗ ΟΙΚΟΝΟΜΙΚΗ ΚΡΙΣΙΣ ΕΙΣ ΤΗΝ ΡΟΥΜΑΝΙΑΝ (704, 1106, 849, 1130)
article-text: ΛΟΝΔΙΝΟΝ, 1 (Ιδ. υπ.). Εκ Μόσχας διεβιβάσθη η πρώτη μετά εξαετίαν αλογόκριτος ανταπόκρισις, κατά την οποίαν ο Στάλιν θα αποχωρήση της διοικήσεως λόγω της καταστάσεως της υγείας του. Η είδησις προκαλεί ζωηρόν ενδιαφέρον εις τους διπλωματικούς κύκλους της Δύσεως. (514, 1884, 685, 2008)
subheading-catalogues: ΟΙ ΚΑΤΑΛΟΓΟΙ (563, 496, 635, 508)
romania-britain-section (688, 1108, 1050, 1221)
main-headline-2: Η ΤΥΧΗ ΤΩΝ ΚΡΑΤΟΥΜΕΝΩΝ ΕΝ Μ. ΑΝΑΤΟΛΗ (514, 199, 1113, 230)
article-text: ΛΟΝΔΙΝΟΝ, 1 (Ιδ. υπ.). Ο αρχιδούξ Όθων ενεφανίσθη εις το Ίνσμπρουγκ, προκαλέσας την ανησυχίαν των αυστριακών αρχών. Εκφράζονται υπόνοιαι ότι επιδιώκει την αποκατάστασιν της μοναρχίας. (1229, 676, 1451, 737)
subheadline-censorship: ΔΕΝ ΕΙΧΕ ΛΟΓΟΥΣ ΥΠΑΡΞΕΩΣ (1268, 182, 1412, 217)
article-text: Ο υπουργός της Εμπορικής Ναυτιλίας κ. Κουλιέρος εδήλωσεν ότι αι ενέργειαι διά την ανασυγκρότησιν του εμπορικού μας στόλου προχωρούν ικανοποιητικώς. Προβλέπεται η αύξησις των μισθών των ναυτεργατών και η βελτίωσις των όρων εργασίας των πληρωμάτων. (152, 556, 324, 668)
article-text: Ο υπουργός της Εμπορικής Ναυτιλίας κ. Κουλιέρος εδήλωσεν ότι αι ενέργειαι διά την ανασυγκρότησιν του εμπορικού μας στόλου προχωρούν ικανοποιητικώς. Προβλέπεται η αύξησις των μισθών των ναυτεργατών και η βελτίωσις των όρων εργασίας των πληρωμάτων. (332, 684, 504, 796)
stock-exchange-subheading: ΟΜΟΛΟΓΙΑ ΕΘΝΙΚΩΝ ΔΑΝΕΙΩΝ (183, 1634, 321, 1645)
article-text: Ο υπουργός της Εμπορικής Ναυτιλίας κ. Κουλιέρος εδήλωσεν ότι αι ενέργειαι διά την ανασυγκρότησιν του εμπορικού μας στόλου προχωρούν ικανοποιητικώς. Προβλέπεται η αύξησις των μισθών των ναυτεργατών και η βελτίωσις των όρων εργασίας των πληρωμάτων. (359, 1760, 504, 1884)
headline-sagian-trip: ΤΟ ΤΑΞΙΔΙΟΝ ΤΟΥ Κ. ΣΑΓΙΑΝ (379, 1888, 484, 1912)
article-cabinet (514, 108, 1219, 236)
headline-industry-output: ΤΟ ΠΟΣΟΣΤΟΝ ΑΠΟΔΟΣΕΩΣ ΤΗΣ ΒΙΟΜΗΧΑΝΙΑΣ ΤΟΝ ΟΚΤΩΒΡΙΟΝ (153, 1387, 503, 1421)
article-italy (1229, 300, 1451, 503)
